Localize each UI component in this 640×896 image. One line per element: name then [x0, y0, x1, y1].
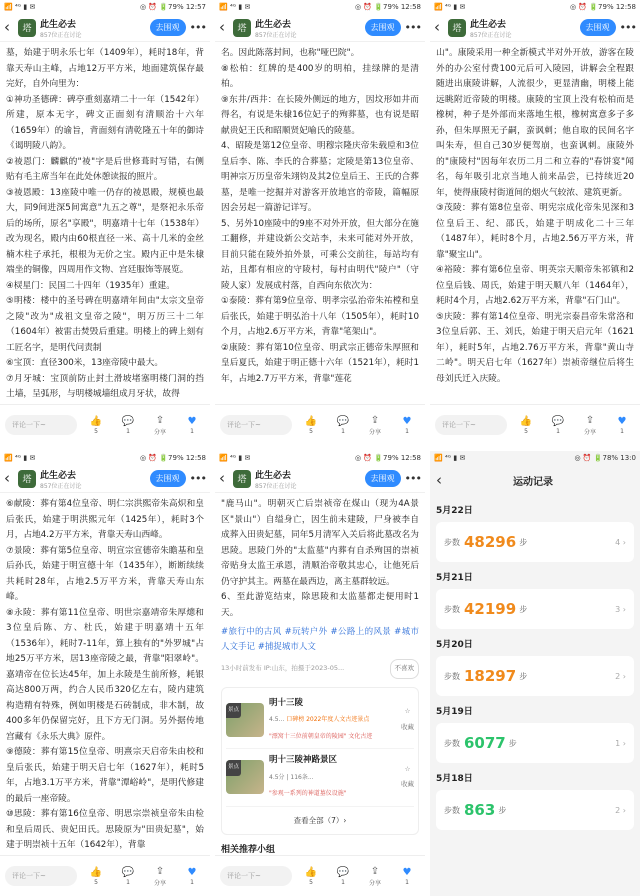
- step-unit: 步: [519, 537, 528, 547]
- poi-fav-button[interactable]: [401, 704, 414, 735]
- poi-info: [269, 696, 396, 745]
- note-header: [215, 14, 425, 42]
- comment-count: 1: [341, 878, 345, 886]
- comment-icon: 💬: [551, 415, 565, 427]
- poi-item[interactable]: [226, 749, 414, 807]
- paragraph: ②祾恩门：麟麒的"祾"字是后世修葺时写错，右侧贴有毛主席当年在此处休憩读报的照片。: [6, 156, 204, 182]
- poi-score: [269, 712, 396, 728]
- avatar[interactable]: 塔: [448, 19, 466, 37]
- chevron-right-icon: ›: [622, 537, 626, 547]
- like-button[interactable]: [83, 867, 109, 886]
- comment-count: 1: [126, 427, 130, 435]
- day-card[interactable]: [436, 522, 634, 562]
- day-card[interactable]: [436, 723, 634, 763]
- poi-card: [221, 687, 419, 836]
- thumbs-up-icon: 👍: [304, 415, 318, 427]
- poi-score-value: 4.5分 | 116条...: [269, 773, 314, 781]
- like-button[interactable]: [83, 416, 109, 435]
- chevron-right-icon: ›: [622, 738, 626, 748]
- day-card[interactable]: [436, 589, 634, 629]
- author-name: 此生必去: [255, 470, 292, 481]
- bottom-action-bar: [430, 404, 640, 445]
- status-right: ◎ ⏰ 🔋79% 12:58: [570, 3, 636, 11]
- author-subtitle: 857位正在讨论: [255, 482, 297, 490]
- record-count: [615, 605, 626, 614]
- comment-button[interactable]: [115, 416, 141, 435]
- day-date: 5月19日: [436, 707, 473, 717]
- step-count: 6077: [464, 734, 506, 752]
- author-info[interactable]: [40, 17, 146, 39]
- signal-icons: 📶 ⁴ᴳ ▮ ✉: [434, 454, 466, 462]
- day-card[interactable]: [436, 790, 634, 830]
- favorite-button[interactable]: [179, 416, 205, 435]
- status-bar: [215, 0, 425, 14]
- more-icon[interactable]: •••: [189, 21, 206, 34]
- paragraph: ①泰陵：葬有第9位皇帝、明孝宗弘治帝朱祐樘和皇后张氏，始建于明弘治十八年（1505年），耗时10个月，占地2.6万平方米，背靠"笔架山"。: [221, 296, 419, 337]
- like-count: 5: [309, 878, 313, 886]
- view-all-link[interactable]: 查看全部（7）›: [293, 815, 347, 825]
- favorite-button[interactable]: [609, 416, 635, 435]
- signal-icons: 📶 ⁴ᴳ ▮ ✉: [219, 454, 251, 462]
- comment-icon: 💬: [121, 866, 135, 878]
- fav-count: 1: [190, 878, 194, 886]
- step-unit: 步: [508, 738, 517, 748]
- signal-icons: 📶 ⁴ᴳ ▮ ✉: [4, 3, 36, 11]
- step-label: 步数: [444, 604, 460, 614]
- author-info[interactable]: [470, 17, 576, 39]
- share-label: 分享: [153, 428, 166, 436]
- author-subtitle: 857位正在讨论: [40, 31, 82, 39]
- heart-icon: ♥: [617, 415, 627, 427]
- step-label: 步数: [444, 671, 460, 681]
- thumbs-up-icon: 👍: [304, 866, 318, 878]
- share-button[interactable]: [362, 866, 388, 887]
- record-count: [615, 538, 626, 547]
- chevron-right-icon: ›: [622, 604, 626, 614]
- author-info[interactable]: [255, 468, 361, 490]
- chevron-right-icon: ›: [622, 671, 626, 681]
- publish-info: 13小时前发布 IP:山东，拍摄于2023-05...: [221, 664, 345, 672]
- share-icon: ⇪: [155, 414, 165, 426]
- day-date: 5月18日: [436, 774, 473, 784]
- back-icon[interactable]: ‹: [219, 18, 225, 36]
- paragraph: ⑧松柏：红牌的是400岁的明柏，挂绿牌的是清柏。: [221, 63, 419, 89]
- note-panel-1: [0, 0, 210, 445]
- record-count-value: 4: [615, 537, 621, 547]
- paragraph: ⑦景陵：葬有第5位皇帝、明宣宗宣德帝朱瞻基和皇后孙氏，始建于明宣德十年（1435年），断断续续共耗时28年，占地2.5万平方米，背靠天寿山东峰。: [6, 545, 204, 602]
- author-info[interactable]: [255, 17, 361, 39]
- bottom-action-bar: [0, 855, 210, 896]
- comment-input[interactable]: 评论一下~: [220, 866, 292, 886]
- sport-record-panel: [430, 451, 640, 896]
- note-header: [430, 14, 640, 42]
- thumbs-up-icon: 👍: [89, 415, 103, 427]
- comment-icon: 💬: [336, 415, 350, 427]
- step-count: 48296: [464, 533, 517, 551]
- status-bar: [215, 451, 425, 465]
- signal-icons: 📶 ⁴ᴳ ▮ ✉: [4, 454, 36, 462]
- paragraph: 5、另外10座陵中的9座不对外开放，但大部分在施工翻修，并建设新公交站李，未来可能对外开放，目前只能在陵外拍外景，可乘公交前往，每站均有站，且都有相应的守陵村，每村由明代"陵户"（守陵人家）发展成村落，自西向东依次为：: [221, 218, 419, 291]
- paragraph: ⑥宝顶：直径300米，13座帝陵中最大。: [6, 358, 164, 368]
- heart-icon: ♥: [402, 415, 412, 427]
- step-unit: 步: [519, 604, 528, 614]
- poi-image: [226, 703, 264, 737]
- author-name: 此生必去: [255, 19, 292, 30]
- favorite-button[interactable]: [179, 867, 205, 886]
- note-content: [0, 493, 210, 855]
- back-icon[interactable]: ‹: [4, 18, 10, 36]
- share-label: 分享: [583, 428, 596, 436]
- go-watch-button[interactable]: 去围观: [150, 470, 186, 487]
- paragraph: ③茂陵：葬有第8位皇帝、明宪宗成化帝朱见深和3位皇后王、纪、邵氏，始建于明成化二十三年（1487年），耗时8个月，占地2.56万平方米，背靠"聚宝山"。: [436, 203, 634, 260]
- share-button[interactable]: [147, 866, 173, 887]
- author-name: 此生必去: [40, 470, 77, 481]
- status-right: ◎ ⏰ 🔋79% 12:57: [140, 3, 206, 11]
- paragraph: ②康陵：葬有第10位皇帝、明武宗正德帝朱厚照和皇后夏氏，始建于明正德十六年（1521年），耗时1年，占地2.7万平方米，背靠"莲花: [221, 342, 419, 384]
- go-watch-button[interactable]: 去围观: [365, 19, 401, 36]
- paragraph: "鹿马山"。明朝灭亡后崇祯帝在煤山（现为4A景区"景山"）自缢身亡，因生前未建陵，尸身被李自成葬入田贵妃墓，同年5月清军入关后将此墓改名为思陵。思陵门外的"太监墓"内葬有自杀殉国的崇祯帝贴身太监王承恩，清顺治帝敬其忠心，让他死后仍守护其主。两墓在最西边，离主墓群较远。: [221, 499, 419, 587]
- share-label: 分享: [368, 428, 381, 436]
- paragraph: ⑨德陵：葬有第15位皇帝、明熹宗天启帝朱由校和皇后张氏，始建于明天启七年（1627年），耗时5年，占地3.1万平方米，背靠"潭峪岭"，是明代修建的最后一座帝陵。: [6, 747, 204, 804]
- author-subtitle: 857位正在讨论: [255, 31, 297, 39]
- paragraph: ③祾恩殿：13座陵中唯一仍存的祾恩殿，规模也最大，同9间进深5间寓意"九五之尊"，是祭祀永乐帝后的场所，原名"享殿"，明嘉靖十七年（1538年）改为现名，殿内由60根直径一米、高十几米的金丝楠木柱子承托，根根为无价之宝。殿内正中是朱棣端坐的铜像，四周用作文物、宫廷服饰等展览。: [6, 187, 204, 275]
- paragraph: ④棂星门：民国二十四年（1935年）重建。: [6, 280, 175, 291]
- more-icon[interactable]: •••: [619, 21, 636, 34]
- comment-icon: 💬: [336, 866, 350, 878]
- like-count: 5: [94, 878, 98, 886]
- fav-count: 1: [190, 427, 194, 435]
- paragraph: 4、昭陵是第12位皇帝、明穆宗隆庆帝朱载垕和3位皇后李、陈、李氏的合葬墓；定陵是第13位皇帝、明神宗万历皇帝朱翊钧及其2位皇后王、王氏的合葬墓，是唯一挖掘并对游客开放地宫的帝陵，篇幅原因会另起一篇游记详写。: [221, 141, 419, 213]
- author-subtitle: 857位正在讨论: [40, 482, 82, 490]
- fav-count: 1: [405, 427, 409, 435]
- paragraph: 墓，始建于明永乐七年（1409年），耗时18年，背靠天寿山主峰，占地12万平方米，地面建筑保存最完好，自外向里为：: [6, 48, 204, 89]
- poi-name: 明十三陵神路景区: [269, 755, 338, 765]
- note-panel-3: [430, 0, 640, 445]
- note-header: [0, 14, 210, 42]
- poi-item[interactable]: [226, 692, 414, 750]
- step-unit: 步: [498, 805, 507, 815]
- comment-input[interactable]: 评论一下~: [435, 415, 507, 435]
- note-content: [430, 42, 640, 404]
- fav-count: 1: [620, 427, 624, 435]
- share-icon: ⇪: [370, 865, 380, 877]
- star-icon: ☆: [404, 764, 411, 773]
- like-button[interactable]: [513, 416, 539, 435]
- status-bar: [430, 451, 640, 465]
- poi-tag: "漂窝十三位前朝皇帝的陵园" 文化古迹: [269, 732, 373, 740]
- author-name: 此生必去: [40, 19, 77, 30]
- page-title: 运动记录: [513, 476, 553, 488]
- signal-icons: 📶 ⁴ᴳ ▮ ✉: [434, 3, 466, 11]
- paragraph: ⑦月牙城：宝顶前防止封土滑坡堵塞明楼门洞的挡土墙，呈弧形，与明楼城墙组成月牙状，故得: [6, 373, 204, 399]
- day-date: 5月20日: [436, 640, 473, 650]
- step-label: 步数: [444, 805, 460, 815]
- paragraph: ⑧永陵：葬有第11位皇帝、明世宗嘉靖帝朱厚熜和3位皇后陈、方、杜氏，始建于明嘉靖十五年（1536年），耗时7-11年，算上独有的"外罗城"占地25万平方米，居13座帝陵之最，背靠"阳翠岭"。嘉靖帝在位长达45年，加上永陵是生前所修，耗银高达800万两，约合人民币320亿左右，陵内建筑构造精有特殊，例如明楼是石砖制成，非木制，故400多年仍保留完好，且下方无门洞。另外据传地宫藏有《永乐大典》原件。: [6, 607, 204, 742]
- share-button[interactable]: [577, 415, 603, 436]
- poi-score-value: 4.5...: [269, 716, 285, 723]
- poi-tag: "参观一系列的神道墓仪设施": [269, 790, 347, 797]
- comment-count: 1: [341, 427, 345, 435]
- post-meta: [221, 655, 419, 683]
- comment-count: 1: [556, 427, 560, 435]
- paragraph: ①神功圣德碑：碑亭重刻嘉靖二十一年（1542年）所建，原本无字，碑文正面刻有清顺治十六年（1659年）的谕旨，背面刻有清乾隆五十年的御诗《谒明陵八韵》。: [6, 94, 204, 151]
- go-watch-button[interactable]: 去围观: [365, 470, 401, 487]
- paragraph: ⑩思陵：葬有第16位皇帝、明思宗崇祯皇帝朱由检和皇后周氏、贵妃田氏。思陵原为"田贵妃墓"，始建于明崇祯十五年（1642年），背靠: [6, 809, 204, 850]
- note-content: [0, 42, 210, 404]
- like-count: 5: [524, 427, 528, 435]
- comment-input[interactable]: 评论一下~: [5, 866, 77, 886]
- author-info[interactable]: [40, 468, 146, 490]
- status-bar: [430, 0, 640, 14]
- more-icon[interactable]: •••: [404, 21, 421, 34]
- heart-icon: ♥: [187, 866, 197, 878]
- paragraph: 名。因此陈落封间，也称"哑巴院"。: [221, 48, 360, 58]
- topic-tags[interactable]: #旅行中的古风 #玩转户外 #公路上的风景 #城市人文手记 #捕捉城市人文: [221, 627, 419, 652]
- status-bar: [0, 451, 210, 465]
- comment-input[interactable]: 评论一下~: [5, 415, 77, 435]
- poi-score: [269, 770, 396, 786]
- poi-rank: 口碑榜 2022年度人文古迹景点: [286, 716, 370, 723]
- share-label: 分享: [368, 879, 381, 887]
- status-right: ◎ ⏰ 🔋79% 12:58: [355, 3, 421, 11]
- poi-badge: 景点: [226, 760, 241, 776]
- poi-fav-label: 收藏: [401, 780, 414, 789]
- share-button[interactable]: [362, 415, 388, 436]
- note-panel-4: [0, 451, 210, 896]
- comment-count: 1: [126, 878, 130, 886]
- avatar[interactable]: 塔: [18, 19, 36, 37]
- paragraph: 山"。康陵采用一种全新模式半对外开放，游客在陵外的办公室付费100元后可入陵园，讲解会全程跟随进出康陵讲解，人流很少，更显清幽，明楼上能远眺附近帝陵的明楼。康陵的宝顶上没有松柏而是橡树，种子是外部而来落地生根，橡树寓意多子多孙，但朱厚照无子嗣，蛮讽刺；他自取的民间名字叫朱寿，但自己30岁便驾崩，也蛮讽刺。康陵外的"康陵村"因每年农历二月二和立春的"春饼宴"闻名，每年吸引北京当地人前来品尝，已持续近20年，使得康陵村街道间的烟火气较浓、建筑更新。: [436, 48, 634, 198]
- note-content: [215, 493, 425, 855]
- back-icon[interactable]: ‹: [436, 470, 442, 489]
- back-icon[interactable]: ‹: [219, 469, 225, 487]
- share-icon: ⇪: [370, 414, 380, 426]
- go-watch-button[interactable]: 去围观: [580, 19, 616, 36]
- like-count: 5: [309, 427, 313, 435]
- paragraph: ⑤明楼：楼中的圣号碑在明嘉靖年间由"太宗文皇帝之陵"改为"成祖文皇帝之陵"，明万历三十二年（1604年）被雷击焚毁后重建。明楼上的碑上刻有工匠名字，是明代问责制: [6, 296, 204, 353]
- thumbs-up-icon: 👍: [89, 866, 103, 878]
- note-content: [215, 42, 425, 404]
- record-count-value: 3: [615, 604, 621, 614]
- paragraph: 6、至此游览结束，除思陵和太监墓都走便用时1天。: [221, 592, 419, 618]
- poi-image: [226, 760, 264, 794]
- go-watch-button[interactable]: 去围观: [150, 19, 186, 36]
- poi-fav-label: 收藏: [401, 722, 414, 731]
- like-button[interactable]: [298, 867, 324, 886]
- share-label: 分享: [153, 879, 166, 887]
- avatar[interactable]: 塔: [18, 470, 36, 488]
- related-groups-title: 相关推荐小组: [221, 845, 276, 855]
- bottom-action-bar: [0, 404, 210, 445]
- note-header: [215, 465, 425, 493]
- share-button[interactable]: [147, 415, 173, 436]
- step-unit: 步: [519, 671, 528, 681]
- note-header: [0, 465, 210, 493]
- paragraph: ⑨东井/西井：在长陵外侧远的地方，因坟形如井而得名，有说是朱棣16位妃子的殉葬墓，也有说是昭献贵妃王氏和昭顺贤妃喻氏的陵墓。: [221, 94, 419, 136]
- poi-badge: 景点: [226, 703, 241, 719]
- poi-fav-button[interactable]: [401, 762, 414, 793]
- back-icon[interactable]: ‹: [4, 469, 10, 487]
- day-list: [430, 495, 640, 830]
- comment-button[interactable]: [115, 867, 141, 886]
- favorite-button[interactable]: [394, 416, 420, 435]
- more-icon[interactable]: •••: [404, 472, 421, 485]
- poi-name: 明十三陵: [269, 697, 304, 708]
- note-panel-5: [215, 451, 425, 896]
- comment-button[interactable]: [545, 416, 571, 435]
- status-right: ◎ ⏰ 🔋79% 12:58: [140, 454, 206, 462]
- record-count-value: 2: [615, 671, 621, 681]
- paragraph: ⑤庆陵：葬有第14位皇帝、明光宗泰昌帝朱常洛和3位皇后郭、王、刘氏，始建于明天启元年（1621年），耗时5年，占地2.76万平方米，背靠"黄山寺二岭"。明天启七年（1627年）崇祯帝继位后将生母刘氏迁入庆陵。: [436, 311, 634, 384]
- comment-button[interactable]: [330, 416, 356, 435]
- record-count-value: 1: [615, 738, 621, 748]
- status-right: ◎ ⏰ 🔋78% 13:0: [574, 454, 636, 462]
- heart-icon: ♥: [402, 866, 412, 878]
- step-label: 步数: [444, 738, 460, 748]
- like-count: 5: [94, 427, 98, 435]
- dislike-button[interactable]: 不喜欢: [390, 659, 420, 679]
- note-panel-2: [215, 0, 425, 445]
- like-button[interactable]: [298, 416, 324, 435]
- avatar[interactable]: 塔: [233, 470, 251, 488]
- record-count-value: 2: [615, 805, 621, 815]
- day-card[interactable]: [436, 656, 634, 696]
- sport-header: [430, 465, 640, 495]
- star-icon: ☆: [404, 707, 411, 716]
- comment-icon: 💬: [121, 415, 135, 427]
- record-count: [615, 739, 626, 748]
- bottom-action-bar: [215, 404, 425, 445]
- signal-icons: 📶 ⁴ᴳ ▮ ✉: [219, 3, 251, 11]
- step-count: 863: [464, 801, 496, 819]
- record-count: [615, 672, 626, 681]
- share-icon: ⇪: [585, 414, 595, 426]
- status-bar: [0, 0, 210, 14]
- author-subtitle: 857位正在讨论: [470, 31, 512, 39]
- favorite-button[interactable]: [394, 867, 420, 886]
- comment-input[interactable]: 评论一下~: [220, 415, 292, 435]
- chevron-right-icon: ›: [622, 805, 626, 815]
- step-count: 18297: [464, 667, 517, 685]
- paragraph: ⑥献陵：葬有第4位皇帝、明仁宗洪熙帝朱高炽和皇后张氏，始建于明洪熙元年（1425年），耗时3个月，占地4.2万平方米，背靠天寿山西峰。: [6, 499, 204, 540]
- back-icon[interactable]: ‹: [434, 18, 440, 36]
- status-right: ◎ ⏰ 🔋79% 12:58: [355, 454, 421, 462]
- share-icon: ⇪: [155, 865, 165, 877]
- day-date: 5月21日: [436, 573, 473, 583]
- fav-count: 1: [405, 878, 409, 886]
- bottom-action-bar: [215, 855, 425, 896]
- paragraph: ④裕陵：葬有第6位皇帝、明英宗天顺帝朱祁镇和2位皇后钱、周氏，始建于明天顺八年（1464年），耗时4个月，占地2.62万平方米，背靠"石门山"。: [436, 265, 634, 306]
- avatar[interactable]: 塔: [233, 19, 251, 37]
- step-count: 42199: [464, 600, 517, 618]
- thumbs-up-icon: 👍: [519, 415, 533, 427]
- record-count: [615, 806, 626, 815]
- author-name: 此生必去: [470, 19, 507, 30]
- comment-button[interactable]: [330, 867, 356, 886]
- day-date: 5月22日: [436, 506, 473, 516]
- poi-info: [269, 753, 396, 802]
- heart-icon: ♥: [187, 415, 197, 427]
- step-label: 步数: [444, 537, 460, 547]
- more-icon[interactable]: •••: [189, 472, 206, 485]
